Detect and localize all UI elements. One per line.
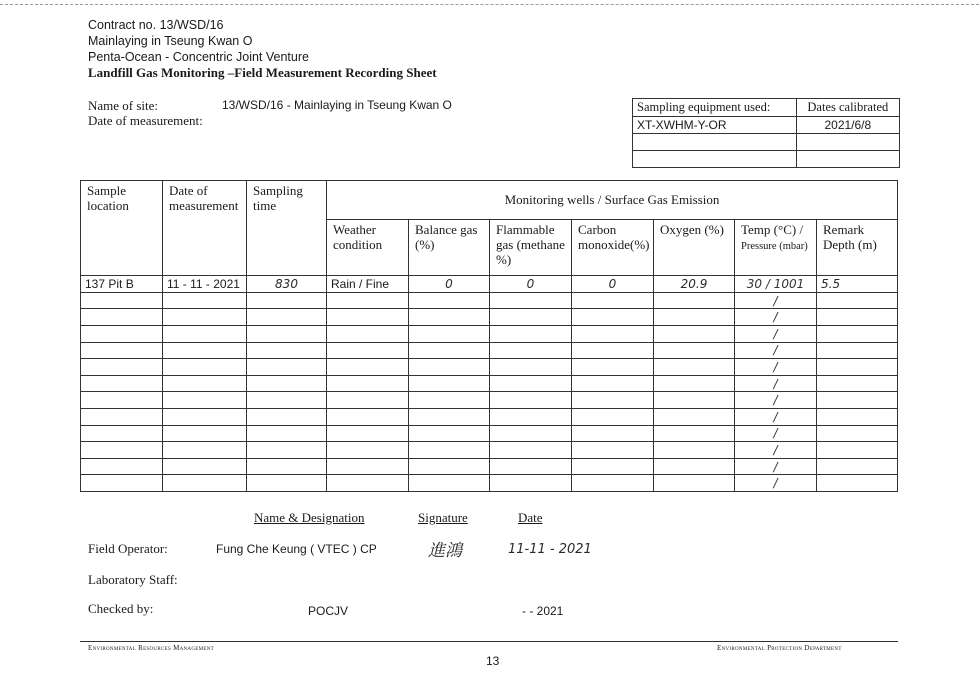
checked-by-name: POCJV — [308, 604, 349, 618]
cell-oxygen: 20.9 — [654, 276, 735, 293]
header-pressure: Pressure (mbar) — [741, 240, 808, 252]
cell-flammable — [490, 458, 572, 475]
table-row — [81, 342, 898, 359]
table-row — [81, 325, 898, 342]
cell-flammable — [490, 325, 572, 342]
cell-co — [572, 309, 654, 326]
cell-temp-pressure: / — [735, 325, 817, 342]
cell-time — [247, 375, 327, 392]
cell-weather — [327, 342, 409, 359]
cell-balance — [409, 309, 490, 326]
cell-temp-pressure: / — [735, 342, 817, 359]
header-monitoring-group: Monitoring wells / Surface Gas Emission — [327, 181, 898, 220]
cell-remark — [817, 325, 898, 342]
cell-temp-pressure: / — [735, 375, 817, 392]
cell-balance — [409, 458, 490, 475]
gas-monitoring-table — [80, 180, 898, 492]
cell-remark — [817, 309, 898, 326]
cell-date — [163, 408, 247, 425]
field-operator-label: Field Operator: — [88, 541, 168, 556]
cell-remark — [817, 292, 898, 309]
document-header — [88, 17, 437, 81]
header-date-of-measurement: Date of measurement — [163, 181, 247, 276]
laboratory-staff-label: Laboratory Staff: — [88, 572, 178, 587]
cell-weather — [327, 325, 409, 342]
cell-co — [572, 425, 654, 442]
name-designation-heading: Name & Designation — [254, 510, 365, 525]
contractor-name: Penta-Ocean - Concentric Joint Venture — [88, 50, 309, 64]
cell-flammable — [490, 375, 572, 392]
table-row — [81, 392, 898, 409]
cell-weather: Rain / Fine — [327, 276, 409, 293]
cell-time: 830 — [247, 276, 327, 293]
cell-oxygen — [654, 442, 735, 459]
header-weather: Weather condition — [327, 219, 409, 275]
cell-oxygen — [654, 292, 735, 309]
cell-date — [163, 342, 247, 359]
header-oxygen: Oxygen (%) — [654, 219, 735, 275]
cell-location — [81, 359, 163, 376]
cell-weather — [327, 375, 409, 392]
cell-temp-pressure: / — [735, 359, 817, 376]
cell-location — [81, 342, 163, 359]
cell-date — [163, 425, 247, 442]
cell-location — [81, 458, 163, 475]
cell-balance — [409, 325, 490, 342]
date-of-measurement-label: Date of measurement: — [88, 113, 203, 128]
cell-flammable — [490, 342, 572, 359]
cell-co — [572, 325, 654, 342]
cell-co — [572, 475, 654, 492]
signature-heading: Signature — [418, 510, 468, 525]
calibration-cell — [796, 134, 899, 151]
cell-time — [247, 309, 327, 326]
table-row — [81, 292, 898, 309]
cell-co — [572, 408, 654, 425]
calibration-header: Dates calibrated — [796, 99, 899, 117]
cell-time — [247, 292, 327, 309]
cell-date — [163, 442, 247, 459]
calibration-cell: 2021/6/8 — [796, 117, 899, 134]
cell-oxygen — [654, 425, 735, 442]
cell-temp-pressure: / — [735, 442, 817, 459]
cell-flammable — [490, 408, 572, 425]
cell-remark — [817, 392, 898, 409]
cell-temp-pressure: / — [735, 425, 817, 442]
table-row — [81, 442, 898, 459]
cell-weather — [327, 392, 409, 409]
cell-balance — [409, 475, 490, 492]
checked-by-date: - - 2021 — [522, 604, 564, 618]
header-carbon-monoxide: Carbon monoxide(%) — [572, 219, 654, 275]
cell-weather — [327, 359, 409, 376]
cell-temp-pressure: / — [735, 475, 817, 492]
date-heading: Date — [518, 510, 543, 525]
header-sampling-time: Sampling time — [247, 181, 327, 276]
cell-temp-pressure: / — [735, 458, 817, 475]
cell-date — [163, 309, 247, 326]
cell-oxygen — [654, 309, 735, 326]
field-operator-date: 11-11 - 2021 — [508, 542, 592, 557]
cell-temp-pressure: / — [735, 309, 817, 326]
table-row — [81, 408, 898, 425]
cell-date — [163, 359, 247, 376]
cell-balance — [409, 292, 490, 309]
cell-remark: 5.5 — [817, 276, 898, 293]
project-name: Mainlaying in Tseung Kwan O — [88, 34, 253, 48]
cell-date — [163, 375, 247, 392]
cell-balance — [409, 392, 490, 409]
table-row — [81, 458, 898, 475]
scan-top-edge — [0, 4, 979, 5]
cell-date — [163, 475, 247, 492]
cell-location: 137 Pit B — [81, 276, 163, 293]
cell-remark — [817, 342, 898, 359]
cell-weather — [327, 292, 409, 309]
cell-remark — [817, 458, 898, 475]
equipment-cell — [633, 134, 797, 151]
cell-weather — [327, 442, 409, 459]
table-row — [81, 309, 898, 326]
cell-weather — [327, 425, 409, 442]
cell-remark — [817, 375, 898, 392]
cell-remark — [817, 475, 898, 492]
footer-right: Environmental Protection Department — [717, 644, 842, 652]
table-row — [81, 276, 898, 293]
cell-time — [247, 342, 327, 359]
site-name-value: 13/WSD/16 - Mainlaying in Tseung Kwan O — [222, 98, 452, 112]
cell-time — [247, 392, 327, 409]
cell-flammable — [490, 425, 572, 442]
header-sample-location: Sample location — [81, 181, 163, 276]
header-balance-gas: Balance gas (%) — [409, 219, 490, 275]
cell-flammable: 0 — [490, 276, 572, 293]
cell-flammable — [490, 475, 572, 492]
equipment-cell — [633, 151, 797, 168]
cell-balance — [409, 425, 490, 442]
cell-time — [247, 408, 327, 425]
cell-balance: 0 — [409, 276, 490, 293]
cell-weather — [327, 458, 409, 475]
field-operator-name: Fung Che Keung ( VTEC ) CP — [216, 542, 377, 556]
equipment-cell: XT-XWHM-Y-OR — [633, 117, 797, 134]
cell-location — [81, 408, 163, 425]
cell-flammable — [490, 292, 572, 309]
contract-no: Contract no. 13/WSD/16 — [88, 18, 224, 32]
equipment-table — [632, 98, 900, 168]
cell-temp-pressure: / — [735, 392, 817, 409]
calibration-cell — [796, 151, 899, 168]
footer-rule — [80, 641, 898, 642]
cell-date — [163, 292, 247, 309]
cell-date — [163, 392, 247, 409]
field-operator-signature: 進鴻 — [428, 541, 462, 561]
cell-oxygen — [654, 375, 735, 392]
header-temp: Temp (°C) / — [741, 221, 804, 237]
footer-left: Environmental Resources Management — [88, 644, 214, 652]
cell-balance — [409, 359, 490, 376]
cell-weather — [327, 408, 409, 425]
cell-time — [247, 425, 327, 442]
table-row — [81, 425, 898, 442]
cell-remark — [817, 442, 898, 459]
cell-oxygen — [654, 359, 735, 376]
cell-oxygen — [654, 342, 735, 359]
header-flammable-gas: Flammable gas (methane %) — [490, 219, 572, 275]
cell-remark — [817, 425, 898, 442]
sheet-title: Landfill Gas Monitoring –Field Measurement Recording Sheet — [88, 65, 437, 80]
equipment-header: Sampling equipment used: — [633, 99, 797, 117]
cell-time — [247, 325, 327, 342]
table-row — [81, 359, 898, 376]
cell-flammable — [490, 442, 572, 459]
cell-co — [572, 458, 654, 475]
cell-location — [81, 442, 163, 459]
cell-date — [163, 458, 247, 475]
cell-co — [572, 292, 654, 309]
cell-time — [247, 442, 327, 459]
cell-oxygen — [654, 458, 735, 475]
cell-location — [81, 375, 163, 392]
cell-flammable — [490, 309, 572, 326]
cell-location — [81, 309, 163, 326]
cell-date — [163, 325, 247, 342]
header-temp-pressure — [735, 219, 817, 275]
cell-flammable — [490, 392, 572, 409]
table-row — [81, 475, 898, 492]
cell-location — [81, 325, 163, 342]
cell-date: 11 - 11 - 2021 — [163, 276, 247, 293]
cell-location — [81, 425, 163, 442]
cell-time — [247, 475, 327, 492]
cell-weather — [327, 475, 409, 492]
cell-balance — [409, 342, 490, 359]
cell-balance — [409, 375, 490, 392]
page-number: 13 — [486, 654, 500, 668]
checked-by-label: Checked by: — [88, 601, 154, 616]
cell-co — [572, 342, 654, 359]
cell-co — [572, 375, 654, 392]
cell-remark — [817, 408, 898, 425]
site-name-label: Name of site: — [88, 98, 159, 113]
cell-oxygen — [654, 392, 735, 409]
cell-location — [81, 392, 163, 409]
cell-co — [572, 359, 654, 376]
cell-location — [81, 292, 163, 309]
cell-co: 0 — [572, 276, 654, 293]
cell-time — [247, 359, 327, 376]
cell-weather — [327, 309, 409, 326]
cell-temp-pressure: 30 / 1001 — [735, 276, 817, 293]
cell-oxygen — [654, 325, 735, 342]
header-remark-depth: Remark Depth (m) — [817, 219, 898, 275]
cell-co — [572, 392, 654, 409]
cell-location — [81, 475, 163, 492]
cell-balance — [409, 408, 490, 425]
cell-balance — [409, 442, 490, 459]
cell-temp-pressure: / — [735, 408, 817, 425]
cell-flammable — [490, 359, 572, 376]
cell-oxygen — [654, 408, 735, 425]
cell-oxygen — [654, 475, 735, 492]
cell-remark — [817, 359, 898, 376]
cell-time — [247, 458, 327, 475]
cell-temp-pressure: / — [735, 292, 817, 309]
cell-co — [572, 442, 654, 459]
table-row — [81, 375, 898, 392]
